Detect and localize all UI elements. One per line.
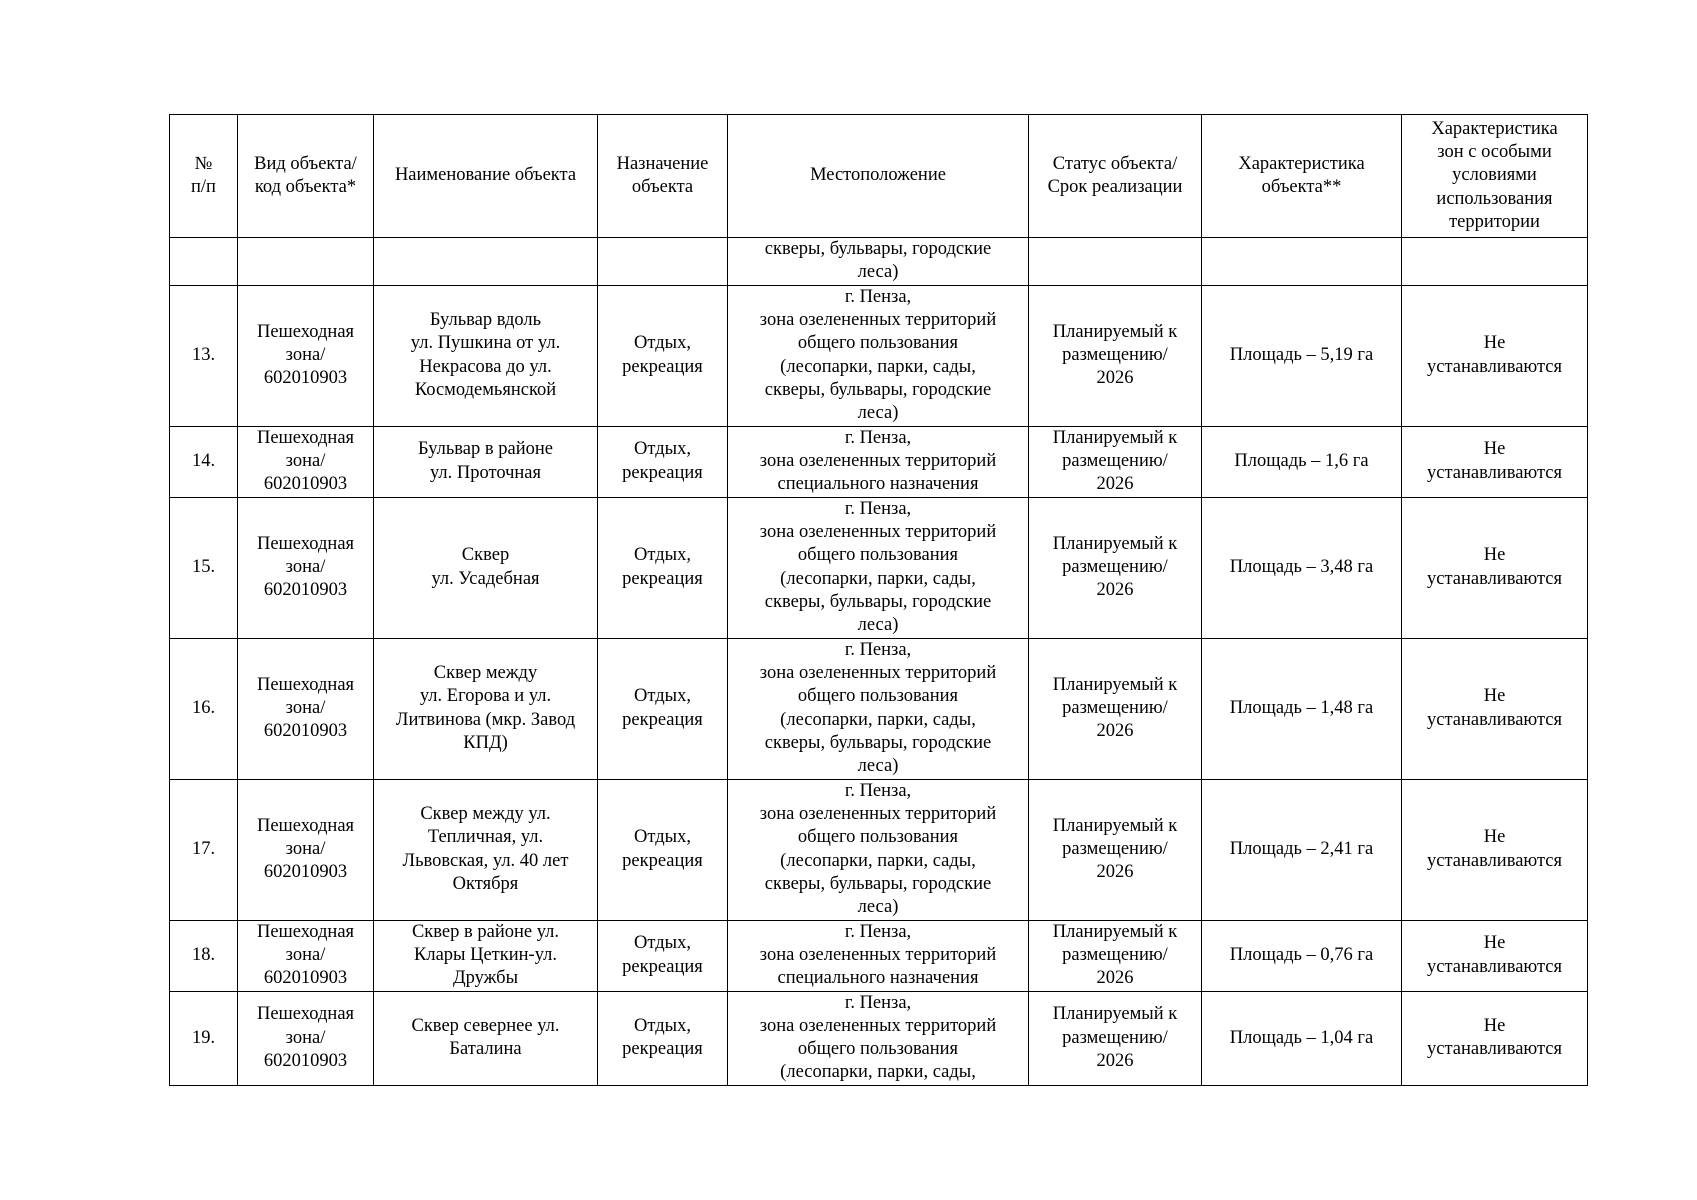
cell-zones: Не устанавливаются [1402,638,1588,779]
table-row [170,638,1588,779]
table-row [170,285,1588,426]
cell-type [238,238,374,286]
cell-characteristic: Площадь – 2,41 га [1202,779,1402,920]
cell-name [374,238,598,286]
cell-status: Планируемый к размещению/ 2026 [1029,779,1202,920]
cell-name: Сквер в районе ул. Клары Цеткин-ул. Дружбы [374,920,598,991]
cell-type: Пешеходная зона/ 602010903 [238,920,374,991]
table-row [170,991,1588,1085]
cell-zones: Не устанавливаются [1402,779,1588,920]
header-characteristic: Характеристика объекта** [1202,115,1402,238]
cell-purpose: Отдых, рекреация [598,920,728,991]
cell-name: Бульвар в районе ул. Проточная [374,426,598,497]
cell-zones: Не устанавливаются [1402,497,1588,638]
cell-type: Пешеходная зона/ 602010903 [238,779,374,920]
cell-name: Сквер ул. Усадебная [374,497,598,638]
cell-num: 17. [170,779,238,920]
cell-purpose: Отдых, рекреация [598,638,728,779]
cell-type: Пешеходная зона/ 602010903 [238,638,374,779]
cell-status: Планируемый к размещению/ 2026 [1029,426,1202,497]
cell-characteristic: Площадь – 1,48 га [1202,638,1402,779]
cell-location: скверы, бульвары, городские леса) [728,238,1029,286]
cell-zones: Не устанавливаются [1402,991,1588,1085]
cell-characteristic: Площадь – 1,6 га [1202,426,1402,497]
cell-num: 16. [170,638,238,779]
cell-status: Планируемый к размещению/ 2026 [1029,285,1202,426]
header-type: Вид объекта/ код объекта* [238,115,374,238]
cell-location: г. Пенза, зона озелененных территорий общего пользования (лесопарки, парки, сады, скверы, бульвары, городские леса) [728,638,1029,779]
table-row [170,497,1588,638]
header-num: № п/п [170,115,238,238]
table-row-continuation [170,238,1588,286]
cell-location: г. Пенза, зона озелененных территорий специального назначения [728,920,1029,991]
cell-status: Планируемый к размещению/ 2026 [1029,638,1202,779]
cell-purpose: Отдых, рекреация [598,426,728,497]
cell-purpose: Отдых, рекреация [598,991,728,1085]
cell-location: г. Пенза, зона озелененных территорий общего пользования (лесопарки, парки, сады, [728,991,1029,1085]
table-row [170,426,1588,497]
cell-location: г. Пенза, зона озелененных территорий общего пользования (лесопарки, парки, сады, скверы, бульвары, городские леса) [728,779,1029,920]
cell-zones: Не устанавливаются [1402,426,1588,497]
cell-name: Сквер между ул. Тепличная, ул. Львовская, ул. 40 лет Октября [374,779,598,920]
cell-num: 15. [170,497,238,638]
header-purpose: Назначение объекта [598,115,728,238]
cell-characteristic: Площадь – 3,48 га [1202,497,1402,638]
cell-type: Пешеходная зона/ 602010903 [238,991,374,1085]
cell-purpose: Отдых, рекреация [598,285,728,426]
cell-zones: Не устанавливаются [1402,920,1588,991]
cell-characteristic: Площадь – 0,76 га [1202,920,1402,991]
cell-status: Планируемый к размещению/ 2026 [1029,497,1202,638]
cell-num: 14. [170,426,238,497]
table-row [170,920,1588,991]
cell-purpose: Отдых, рекреация [598,779,728,920]
cell-name: Сквер между ул. Егорова и ул. Литвинова (мкр. Завод КПД) [374,638,598,779]
cell-name: Бульвар вдоль ул. Пушкина от ул. Некрасова до ул. Космодемьянской [374,285,598,426]
cell-status: Планируемый к размещению/ 2026 [1029,991,1202,1085]
header-status: Статус объекта/ Срок реализации [1029,115,1202,238]
header-zones: Характеристика зон с особыми условиями использования территории [1402,115,1588,238]
cell-location: г. Пенза, зона озелененных территорий специального назначения [728,426,1029,497]
cell-type: Пешеходная зона/ 602010903 [238,426,374,497]
header-name: Наименование объекта [374,115,598,238]
cell-type: Пешеходная зона/ 602010903 [238,497,374,638]
table-header-row [170,115,1588,238]
cell-location: г. Пенза, зона озелененных территорий общего пользования (лесопарки, парки, сады, скверы, бульвары, городские леса) [728,497,1029,638]
cell-num: 18. [170,920,238,991]
cell-num: 13. [170,285,238,426]
cell-characteristic: Площадь – 5,19 га [1202,285,1402,426]
cell-characteristic: Площадь – 1,04 га [1202,991,1402,1085]
header-location: Местоположение [728,115,1029,238]
cell-status: Планируемый к размещению/ 2026 [1029,920,1202,991]
cell-location: г. Пенза, зона озелененных территорий общего пользования (лесопарки, парки, сады, скверы, бульвары, городские леса) [728,285,1029,426]
table-row [170,779,1588,920]
cell-num [170,238,238,286]
cell-purpose: Отдых, рекреация [598,497,728,638]
cell-zones [1402,238,1588,286]
objects-table [169,114,1588,1086]
cell-status [1029,238,1202,286]
cell-type: Пешеходная зона/ 602010903 [238,285,374,426]
cell-num: 19. [170,991,238,1085]
cell-characteristic [1202,238,1402,286]
cell-purpose [598,238,728,286]
cell-zones: Не устанавливаются [1402,285,1588,426]
cell-name: Сквер севернее ул. Баталина [374,991,598,1085]
